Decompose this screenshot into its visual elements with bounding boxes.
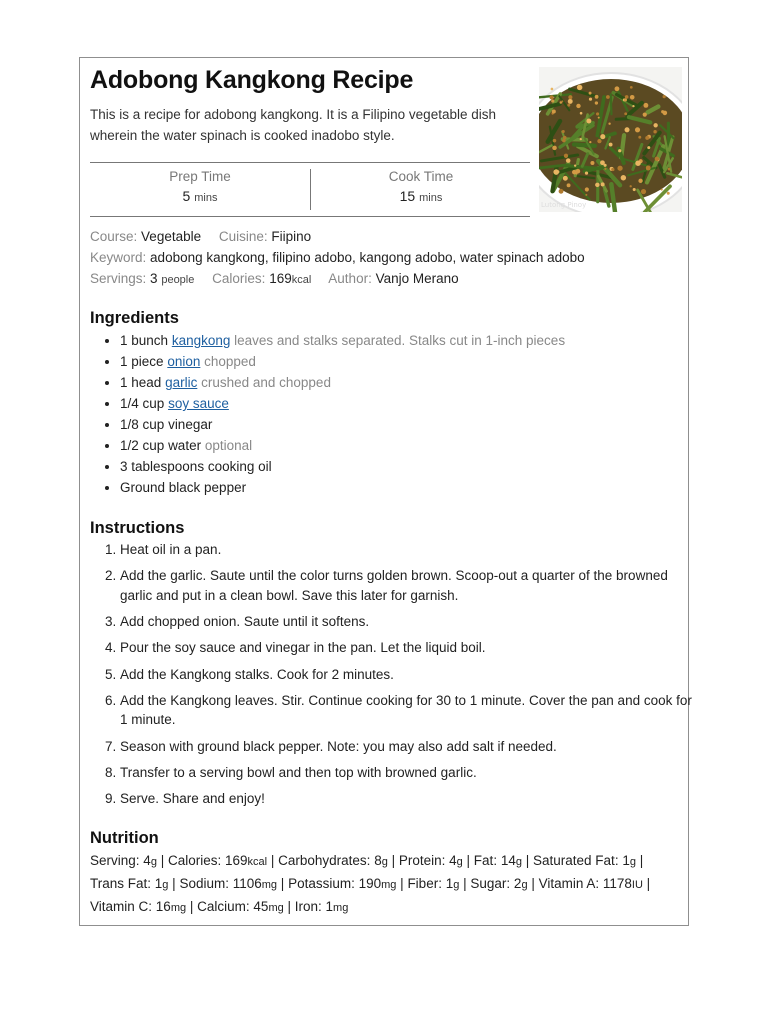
nutrition-label: Vitamin A [538,876,596,891]
nutrition-label: Sodium [179,876,226,891]
instructions-heading: Instructions [90,519,185,537]
nutrition-value: 190 [358,876,382,891]
nutrition-item: Vitamin C: 16mg [90,899,187,914]
nutrition-item: Saturated Fat: 1g [533,853,636,868]
ingredient-name: water [168,438,202,453]
ingredient-item [120,456,565,477]
nutrition-facts: Serving: 4g | Calories: 169kcal | Carbohydrates: 8g | Protein: 4g | Fat: 14g | Saturated Fat: 1g | Trans Fat: 1g | Sodium: 1106mg | Potassium: 190mg | Fiber: 1g | Sugar: 2g | Vitamin A: 1178IU | Vitamin C: 16mg | Calcium: 45mg | Iron: 1mg [90,853,651,914]
ingredient-link[interactable]: garlic [165,375,198,390]
instruction-step: 7. Season with ground black pepper. Note: you may also add salt if needed. [120,737,700,757]
nutrition-unit: mg [381,879,397,891]
nutrition-value: 4 [143,853,151,868]
nutrition-heading: Nutrition [90,829,159,847]
adobong-kangkong-dish-image [539,67,682,212]
nutrition-value: 16 [155,899,171,914]
nutrition-unit: kcal [247,856,268,868]
recipe-card [79,57,692,926]
nutrition-value: 1 [154,876,163,891]
instructions-list [90,540,700,816]
ingredient-amount: 1/8 cup [120,417,165,432]
ingredient-item [120,477,565,498]
cuisine-label: Cuisine: [218,229,268,244]
course-value: Vegetable [141,229,202,244]
ingredient-item [120,435,565,456]
instruction-step: 6. Add the Kangkong leaves. Stir. Continue cooking for 30 to 1 minute. Cover the pan and cook for 1 minute. [120,691,700,730]
nutrition-unit: g [381,856,388,868]
recipe-meta [90,226,680,291]
nutrition-value: 8 [374,853,382,868]
nutrition-item: Fiber: 1g [407,876,460,891]
nutrition-value: 1 [445,876,454,891]
instruction-step: 8. Transfer to a serving bowl and then top with browned garlic. [120,763,700,783]
author-label: Author: [328,271,372,286]
nutrition-value: 14 [500,853,516,868]
ingredient-note: crushed and chopped [201,375,331,390]
nutrition-unit: g [150,856,157,868]
nutrition-unit: g [453,879,460,891]
ingredient-item [120,330,565,351]
nutrition-unit: mg [261,879,278,891]
nutrition-item: Vitamin A: 1178IU [538,876,643,891]
cook-time [310,169,531,210]
ingredient-name: cooking oil [207,459,272,474]
prep-time-unit: mins [194,192,218,204]
nutrition-value: 1106 [232,876,262,891]
nutrition-value: 2 [513,876,522,891]
nutrition-value: 1 [622,853,630,868]
nutrition-label: Calcium [197,899,246,914]
ingredients-heading: Ingredients [90,309,179,327]
prep-time-value: 5 [182,188,191,204]
instruction-step: 3. Add chopped onion. Saute until it softens. [120,612,700,632]
nutrition-item: Sodium: 1106mg [179,876,278,891]
nutrition-item: Serving: 4g [90,853,157,868]
ingredient-amount: 3 tablespoons [120,459,205,474]
ingredient-name: vinegar [168,417,213,432]
recipe-summary: This is a recipe for adobong kangkong. It is a Filipino vegetable dish wherein the water spinach is cooked inadobo style. [90,107,496,143]
nutrition-label: Protein [398,853,442,868]
nutrition-label: Trans Fat [90,876,148,891]
nutrition-value: 4 [449,853,457,868]
recipe-title: Adobong Kangkong Recipe [90,66,414,94]
instruction-step: 2. Add the garlic. Saute until the color turns golden brown. Scoop-out a quarter of the browned garlic and put in a clean bowl. Save this later for garnish. [120,566,700,605]
ingredient-item [120,393,565,414]
servings-unit: people [161,274,195,286]
nutrition-item: Protein: 4g [398,853,463,868]
calories-label: Calories: [212,271,266,286]
servings-label: Servings: [90,271,147,286]
nutrition-unit: mg [170,902,187,914]
cook-time-label: Cook Time [388,169,454,184]
calories-unit: kcal [291,274,312,286]
ingredient-amount: 1 head [120,375,162,390]
calories-value: 169 [269,271,292,286]
instruction-step: 5. Add the Kangkong stalks. Cook for 2 minutes. [120,665,700,685]
ingredient-item [120,414,565,435]
nutrition-item: Sugar: 2g [470,876,528,891]
ingredient-name: Ground black pepper [120,480,247,495]
ingredient-amount: 1/2 cup [120,438,165,453]
cook-time-unit: mins [419,192,443,204]
meta-row-course [90,226,680,247]
nutrition-label: Fiber [407,876,439,891]
ingredient-amount: 1 piece [120,354,164,369]
nutrition-label: Serving [90,853,136,868]
nutrition-item: Iron: 1mg [294,899,349,914]
nutrition-value: 169 [225,853,248,868]
ingredient-note: optional [204,438,253,453]
nutrition-unit: mg [333,902,349,914]
photo-watermark: Lutong Pinoy [541,201,587,209]
ingredient-note: chopped [204,354,256,369]
nutrition-item: Carbohydrates: 8g [278,853,388,868]
nutrition-unit: g [162,879,169,891]
ingredient-link[interactable]: onion [167,354,201,369]
nutrition-unit: g [521,879,528,891]
keyword-value: adobong kangkong, filipino adobo, kangong adobo, water spinach adobo [150,250,585,265]
nutrition-unit: g [629,856,636,868]
instruction-step: 1. Heat oil in a pan. [120,540,700,560]
time-summary [90,162,530,217]
ingredient-item [120,351,565,372]
nutrition-label: Vitamin C [90,899,149,914]
nutrition-label: Iron [294,899,318,914]
prep-time-label: Prep Time [169,169,231,184]
keyword-label: Keyword: [90,250,147,265]
nutrition-value: 45 [253,899,269,914]
recipe-photo [539,67,682,212]
instruction-step: 9. Serve. Share and enjoy! [120,789,700,809]
nutrition-label: Fat [473,853,494,868]
course-label: Course: [90,229,138,244]
servings-value: 3 [150,271,158,286]
ingredient-link[interactable]: soy sauce [168,396,229,411]
ingredients-list [90,330,565,498]
nutrition-unit: g [515,856,522,868]
prep-time [90,163,310,216]
meta-row-keyword [90,247,680,268]
nutrition-label: Saturated Fat [533,853,615,868]
ingredient-note: leaves and stalks separated. Stalks cut in 1-inch pieces [234,333,566,348]
nutrition-item: Fat: 14g [473,853,522,868]
nutrition-unit: g [456,856,463,868]
meta-row-servings [90,268,680,291]
ingredient-item [120,372,565,393]
ingredient-link[interactable]: kangkong [171,333,231,348]
nutrition-label: Carbohydrates [278,853,367,868]
nutrition-item: Potassium: 190mg [288,876,397,891]
ingredient-amount: 1/4 cup [120,396,165,411]
nutrition-label: Potassium [288,876,352,891]
ingredient-amount: 1 bunch [120,333,169,348]
instruction-step: 4. Pour the soy sauce and vinegar in the pan. Let the liquid boil. [120,638,700,658]
nutrition-item: Trans Fat: 1g [90,876,169,891]
nutrition-value: 1 [325,899,334,914]
nutrition-item: Calories: 169kcal [167,853,268,868]
nutrition-unit: mg [268,902,284,914]
nutrition-unit: IU [631,879,643,891]
cook-time-value: 15 [399,188,416,204]
nutrition-value: 1178 [602,876,632,891]
author-value: Vanjo Merano [375,271,459,286]
nutrition-item: Calcium: 45mg [197,899,284,914]
nutrition-label: Sugar [470,876,507,891]
nutrition-label: Calories [167,853,218,868]
cuisine-value: Fiipino [271,229,312,244]
